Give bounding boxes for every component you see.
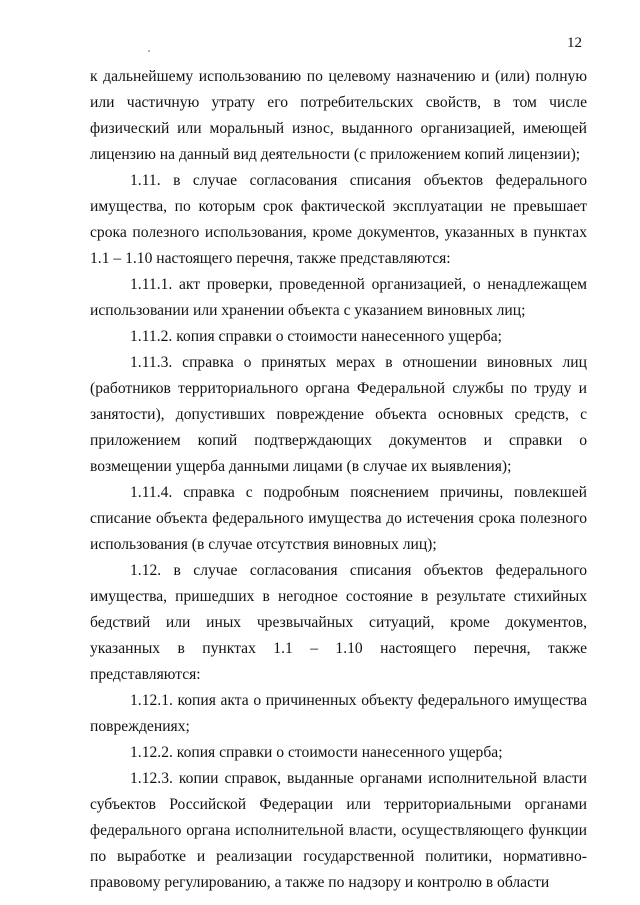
paragraph-1-11: 1.11. в случае согласования списания объектов федерального имущества, по которым срок фактической эксплуатации не превышает срока полезного использования, кроме документов, указанных в пунктах 1.1 – 1.10 настоящего перечня, также представляются:	[90, 172, 587, 267]
document-body	[90, 64, 587, 896]
paragraph-1-11-4: 1.11.4. справка с подробным пояснением причины, повлекшей списание объекта федерального имущества до истечения срока полезного использования (в случае отсутствия виновных лиц);	[90, 484, 587, 553]
paragraph-1-11-1: 1.11.1. акт проверки, проведенной организацией, о ненадлежащем использовании или хранении объекта с указанием виновных лиц;	[90, 276, 587, 319]
paragraph-1-12-2: 1.12.2. копия справки о стоимости нанесенного ущерба;	[130, 744, 503, 761]
paragraph-1-11-2: 1.11.2. копия справки о стоимости нанесенного ущерба;	[130, 328, 502, 345]
paragraph-1-12-3: 1.12.3. копии справок, выданные органами исполнительной власти субъектов Российской Федерации или территориальными органами федерального органа исполнительной власти, осуществляющего функции по выработке и реализации государственной политики, нормативно-правовому регулированию, а также по надзору и контролю в области	[90, 770, 587, 891]
paragraph-1-12: 1.12. в случае согласования списания объектов федерального имущества, пришедших в негодное состояние в результате стихийных бедствий или иных чрезвычайных ситуаций, кроме документов, указанных в пунктах 1.1 – 1.10 настоящего перечня, также представляются:	[90, 562, 587, 683]
paragraph-continuation: к дальнейшему использованию по целевому назначению и (или) полную или частичную утрату его потребительских свойств, в том числе физический или моральный износ, выданного организацией, имеющей лицензию на данный вид деятельности (с приложением копий лицензии);	[90, 68, 587, 163]
paragraph-1-11-3: 1.11.3. справка о принятых мерах в отношении виновных лиц (работников территориального органа Федеральной службы по труду и занятости), допустивших повреждение объекта основных средств, с приложением копий подтверждающих документов и справки о возмещении ущерба данными лицами (в случае их выявления);	[90, 354, 587, 475]
page-number: 12	[567, 35, 582, 51]
scan-speck	[148, 50, 150, 52]
paragraph-1-12-1: 1.12.1. копия акта о причиненных объекту федерального имущества повреждениях;	[90, 692, 587, 735]
